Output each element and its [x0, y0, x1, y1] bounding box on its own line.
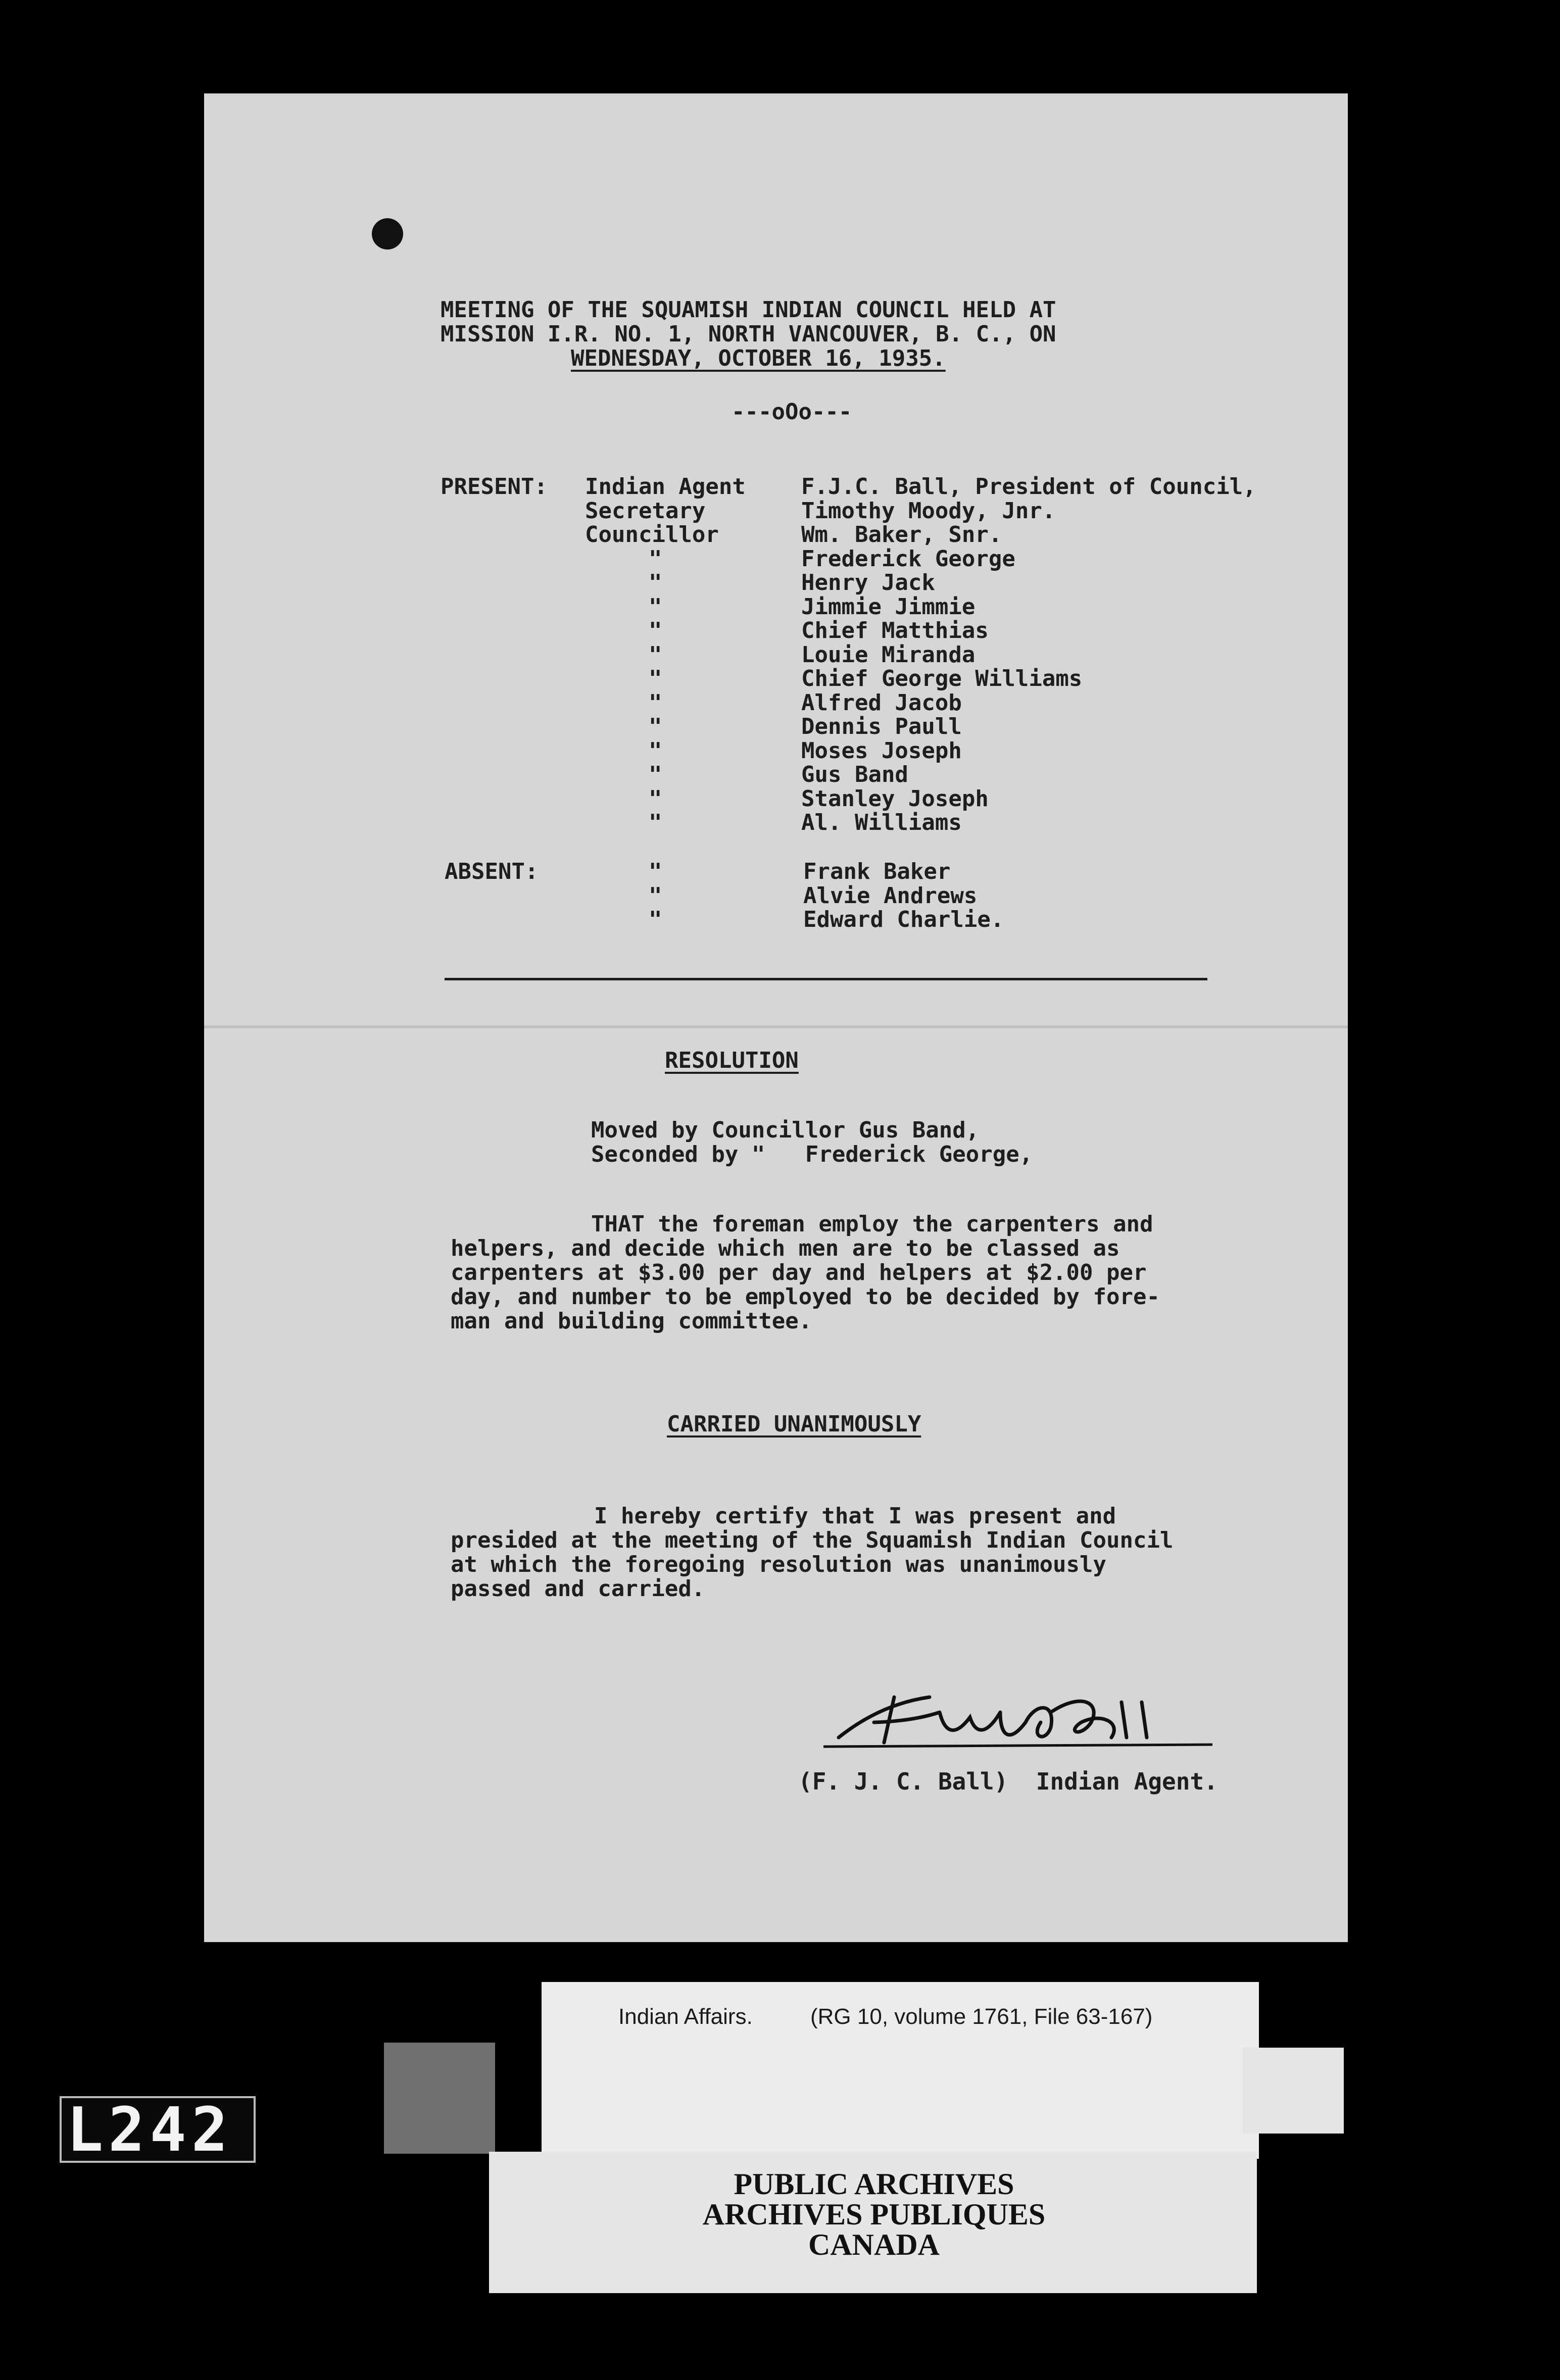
present-role: " — [649, 641, 662, 668]
present-role: " — [649, 593, 662, 620]
archive-source: Indian Affairs. — [618, 2004, 753, 2029]
present-role: " — [649, 666, 662, 691]
present-role: Secretary — [585, 498, 706, 524]
present-name: Alfred Jacob — [801, 689, 962, 716]
certification-line-3: at which the foregoing resolution was unanimously — [451, 1552, 1107, 1577]
archives-stamp-line-2: ARCHIVES PUBLIQUES — [702, 2198, 1046, 2231]
frame-counter-number: L242 — [67, 2095, 233, 2165]
horizontal-rule — [445, 978, 1207, 980]
page-fold — [204, 1025, 1348, 1028]
microfilm-frame-counter — [60, 2096, 256, 2163]
certification-line-2: presided at the meeting of the Squamish Indian Council — [451, 1527, 1174, 1553]
punch-hole — [372, 218, 403, 250]
present-name: Al. Williams — [801, 810, 962, 835]
present-name: Dennis Paull — [801, 714, 962, 739]
absent-name: Edward Charlie. — [803, 907, 1004, 932]
present-role: Councillor — [585, 522, 719, 548]
present-name: Frederick George — [801, 546, 1015, 572]
signature-printed-name: (F. J. C. Ball) Indian Agent. — [798, 1768, 1218, 1795]
present-name: Henry Jack — [801, 570, 935, 596]
present-label: PRESENT: — [441, 474, 548, 500]
present-role: " — [649, 618, 662, 643]
heading-line-2: MISSION I.R. NO. 1, NORTH VANCOUVER, B. C., ON — [441, 321, 1056, 347]
present-name: Louie Miranda — [801, 641, 976, 668]
moved-by: Moved by Councillor Gus Band, — [591, 1117, 980, 1143]
certification-line-4: passed and carried. — [451, 1576, 705, 1602]
archives-stamp-line-3: CANADA — [808, 2228, 940, 2261]
resolution-line-4: day, and number to be employed to be decided by fore- — [451, 1284, 1160, 1310]
heading-line-1: MEETING OF THE SQUAMISH INDIAN COUNCIL HELD AT — [441, 297, 1056, 323]
present-role: " — [649, 714, 662, 739]
present-role: " — [649, 737, 662, 764]
present-role: " — [649, 785, 662, 812]
resolution-line-5: man and building committee. — [451, 1308, 812, 1334]
present-name: Timothy Moody, Jnr. — [801, 498, 1056, 524]
carried-unanimously: CARRIED UNANIMOUSLY — [667, 1411, 921, 1437]
present-name: Wm. Baker, Snr. — [801, 522, 1002, 548]
present-role: " — [649, 546, 662, 572]
present-role: " — [649, 689, 662, 716]
present-name: Moses Joseph — [801, 737, 962, 764]
present-name: Jimmie Jimmie — [801, 593, 976, 620]
mount-tab — [1243, 2048, 1344, 2134]
present-role: " — [649, 762, 662, 787]
seconded-by: Seconded by " Frederick George, — [591, 1142, 1033, 1167]
present-name: Gus Band — [801, 762, 908, 787]
heading-line-3: WEDNESDAY, OCTOBER 16, 1935. — [571, 345, 946, 371]
resolution-line-3: carpenters at $3.00 per day and helpers at $2.00 per — [451, 1260, 1147, 1285]
present-role: Indian Agent — [585, 474, 746, 500]
absent-label: ABSENT: — [445, 859, 539, 884]
absent-role: " — [649, 907, 662, 932]
archives-stamp-line-1: PUBLIC ARCHIVES — [734, 2167, 1014, 2201]
absent-role: " — [649, 882, 662, 909]
resolution-line-2: helpers, and decide which men are to be classed as — [451, 1235, 1120, 1261]
absent-role: " — [649, 859, 662, 884]
present-name: Stanley Joseph — [801, 785, 989, 812]
present-name: Chief Matthias — [801, 618, 989, 643]
present-role: " — [649, 570, 662, 596]
resolution-line-1: THAT the foreman employ the carpenters and — [591, 1211, 1153, 1237]
separator: ---oOo--- — [732, 399, 852, 425]
handwritten-signature — [818, 1682, 1223, 1758]
present-name: Chief George Williams — [801, 666, 1083, 691]
present-name: F.J.C. Ball, President of Council, — [801, 474, 1256, 500]
resolution-title: RESOLUTION — [665, 1048, 799, 1073]
absent-name: Frank Baker — [803, 859, 951, 884]
absent-name: Alvie Andrews — [803, 882, 978, 909]
mount-shadow — [384, 2043, 495, 2154]
certification-line-1: I hereby certify that I was present and — [594, 1503, 1116, 1529]
present-role: " — [649, 810, 662, 835]
archive-reference: (RG 10, volume 1761, File 63-167) — [810, 2004, 1153, 2029]
